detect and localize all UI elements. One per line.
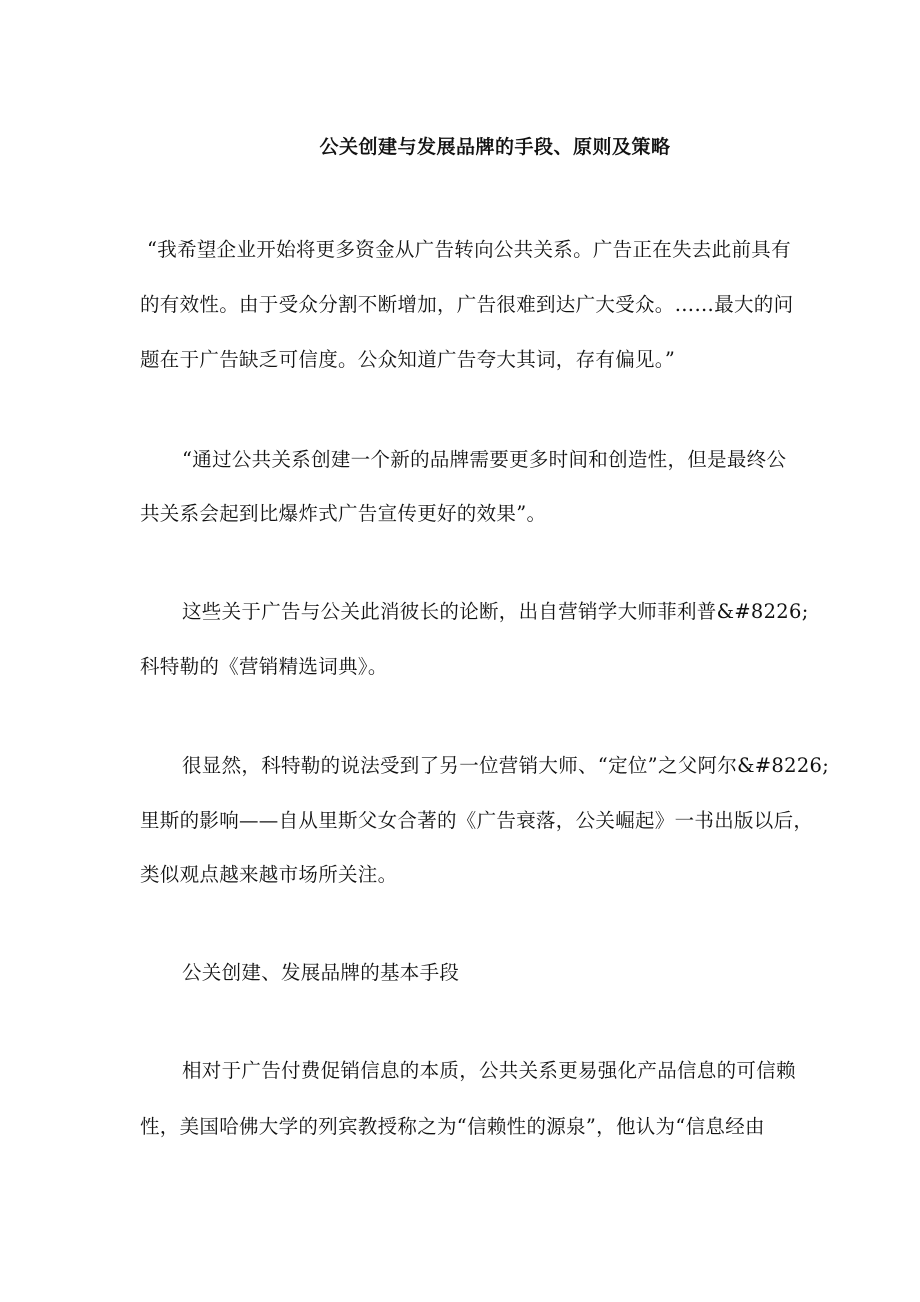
paragraph-1-line-3: 题在于广告缺乏可信度。公众知道广告夸大其词，存有偏见。” xyxy=(140,348,676,371)
paragraph-4-line-3: 类似观点越来越市场所关注。 xyxy=(140,863,398,886)
paragraph-6-line-2: 性，美国哈佛大学的列宾教授称之为“信赖性的源泉”，他认为“信息经由 xyxy=(140,1115,765,1138)
paragraph-6-line-1: 相对于广告付费促销信息的本质，公共关系更易强化产品信息的可信赖 xyxy=(182,1059,796,1082)
paragraph-4-line-1: 很显然，科特勒的说法受到了另一位营销大师、“定位”之父阿尔&#8226; xyxy=(182,754,830,777)
paragraph-2-line-1: “通过公共关系创建一个新的品牌需要更多时间和创造性，但是最终公 xyxy=(182,448,787,471)
paragraph-3-line-1: 这些关于广告与公关此消彼长的论断，出自营销学大师菲利普&#8226; xyxy=(182,600,809,623)
paragraph-1-line-2: 的有效性。由于受众分割不断增加，广告很难到达广大受众。……最大的问 xyxy=(140,293,794,316)
section-heading: 公关创建、发展品牌的基本手段 xyxy=(182,961,460,984)
paragraph-1-line-1: “我希望企业开始将更多资金从广告转向公共关系。广告正在失去此前具有 xyxy=(147,238,791,261)
paragraph-4-line-2: 里斯的影响——自从里斯父女合著的《广告衰落，公关崛起》一书出版以后， xyxy=(140,809,814,832)
paragraph-3-line-2: 科特勒的《营销精选词典》。 xyxy=(140,655,388,678)
paragraph-2-line-2: 共关系会起到比爆炸式广告宣传更好的效果”。 xyxy=(140,502,547,525)
document-title: 公关创建与发展品牌的手段、原则及策略 xyxy=(319,136,671,158)
